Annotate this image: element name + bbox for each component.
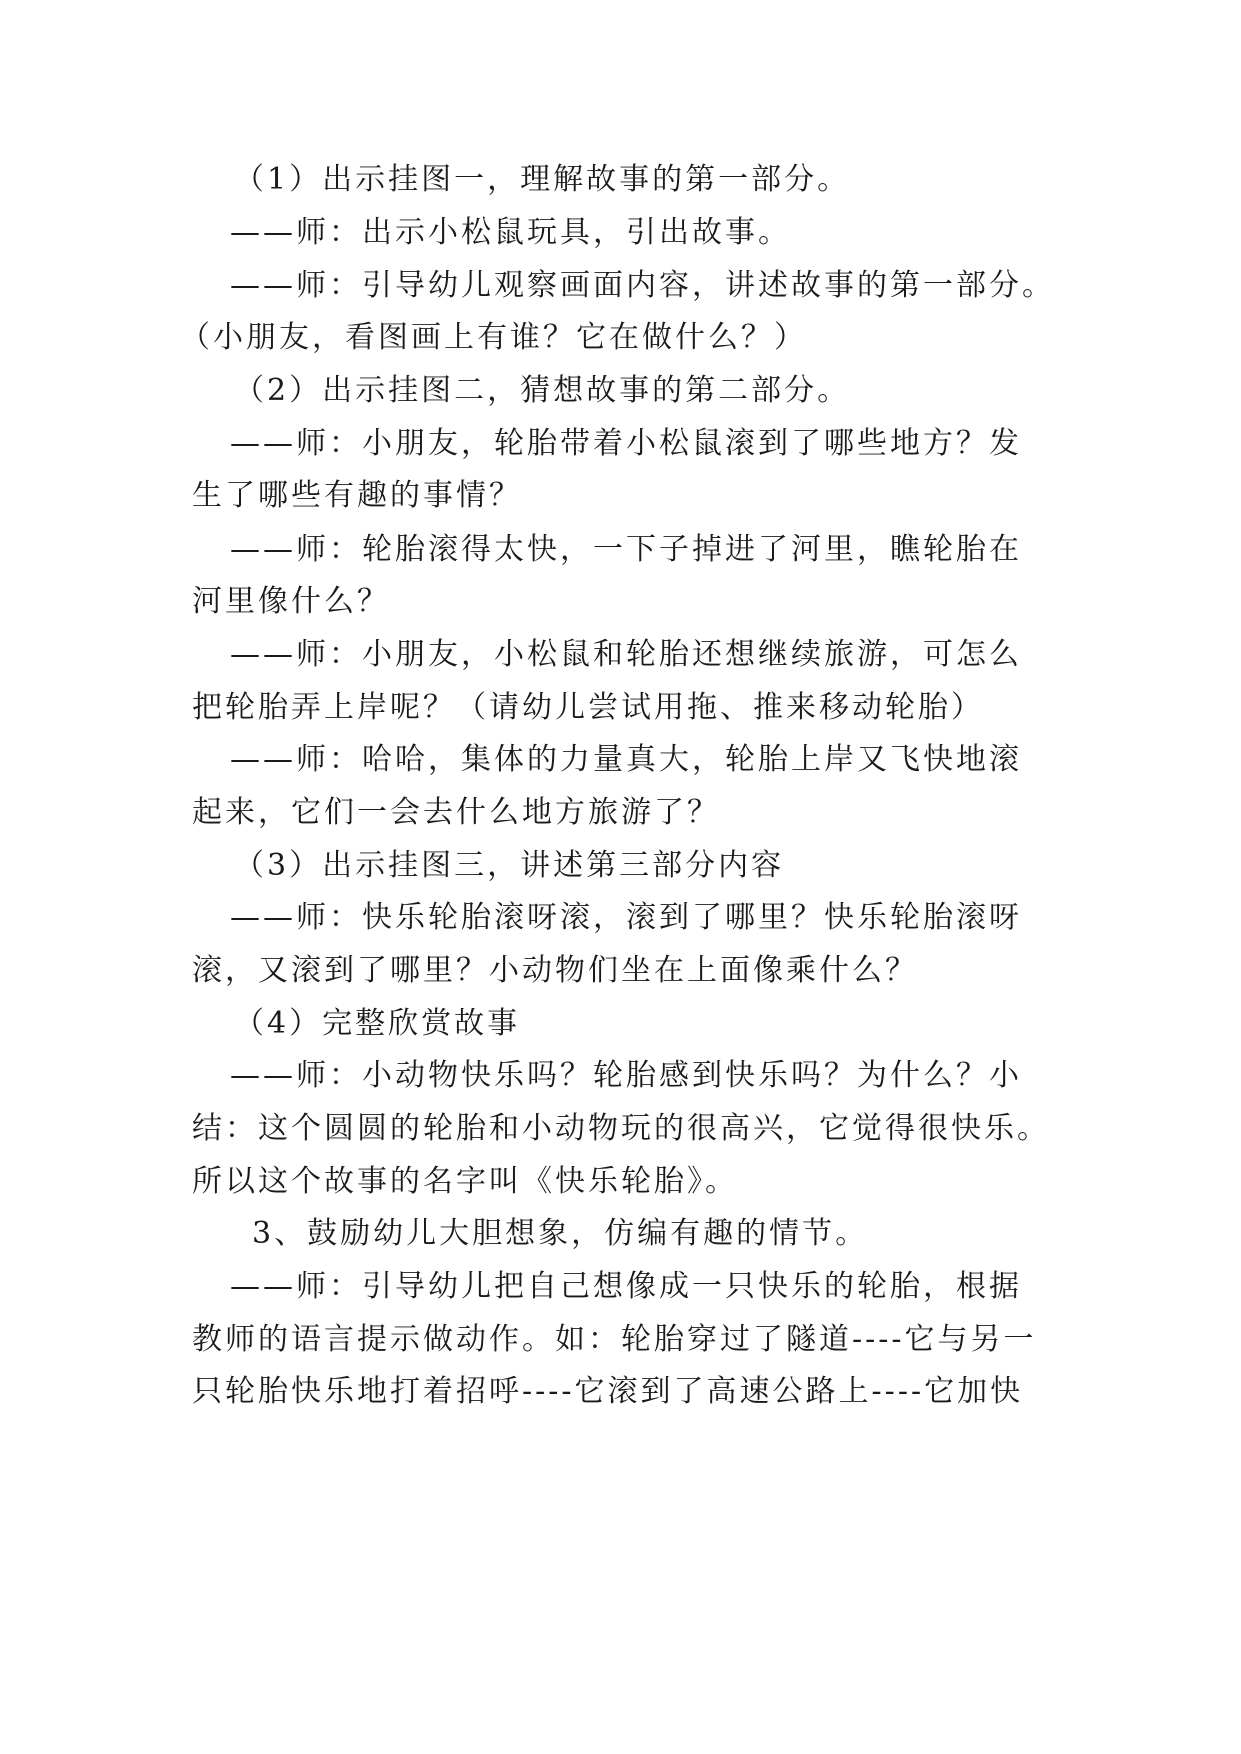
paragraph-line: 教师的语言提示做动作。如：轮胎穿过了隧道----它与另一 <box>192 1322 1037 1357</box>
paragraph-line: 只轮胎快乐地打着招呼----它滚到了高速公路上----它加快 <box>192 1374 1024 1409</box>
paragraph-line: ——师：轮胎滚得太快，一下子掉进了河里，瞧轮胎在 <box>230 532 1022 567</box>
paragraph-line: ——师：引导幼儿观察画面内容，讲述故事的第一部分。 <box>230 268 1055 303</box>
paragraph-line: （2）出示挂图二，猜想故事的第二部分。 <box>234 373 851 408</box>
paragraph-line: 起来，它们一会去什么地方旅游了？ <box>192 795 720 830</box>
paragraph-line: 滚，又滚到了哪里？小动物们坐在上面像乘什么？ <box>192 953 918 988</box>
paragraph-line: 生了哪些有趣的事情？ <box>192 478 522 513</box>
paragraph-line: 3、鼓励幼儿大胆想象，仿编有趣的情节。 <box>252 1216 869 1251</box>
paragraph-line: ——师：小动物快乐吗？轮胎感到快乐吗？为什么？小 <box>230 1058 1022 1093</box>
paragraph-line: 结：这个圆圆的轮胎和小动物玩的很高兴，它觉得很快乐。 <box>192 1111 1050 1146</box>
paragraph-line: （4）完整欣赏故事 <box>234 1006 521 1041</box>
paragraph-line: ——师：引导幼儿把自己想像成一只快乐的轮胎，根据 <box>230 1269 1022 1304</box>
paragraph-line: ——师：哈哈，集体的力量真大，轮胎上岸又飞快地滚 <box>230 742 1022 777</box>
paragraph-line: （3）出示挂图三，讲述第三部分内容 <box>234 848 785 883</box>
paragraph-line: ——师：小朋友，小松鼠和轮胎还想继续旅游，可怎么 <box>230 637 1022 672</box>
paragraph-line: ——师：小朋友，轮胎带着小松鼠滚到了哪些地方？发 <box>230 426 1022 461</box>
paragraph-line: ——师：快乐轮胎滚呀滚，滚到了哪里？快乐轮胎滚呀 <box>230 900 1022 935</box>
paragraph-line: ——师：出示小松鼠玩具，引出故事。 <box>230 215 791 250</box>
paragraph-line: 河里像什么？ <box>192 584 390 619</box>
paragraph-line: 把轮胎弄上岸呢？（请幼儿尝试用拖、推来移动轮胎） <box>192 690 984 725</box>
paragraph-line: 所以这个故事的名字叫《快乐轮胎》。 <box>192 1164 738 1199</box>
paragraph-line: （1）出示挂图一，理解故事的第一部分。 <box>234 162 851 197</box>
paragraph-line: （小朋友，看图画上有谁？它在做什么？） <box>180 320 807 355</box>
